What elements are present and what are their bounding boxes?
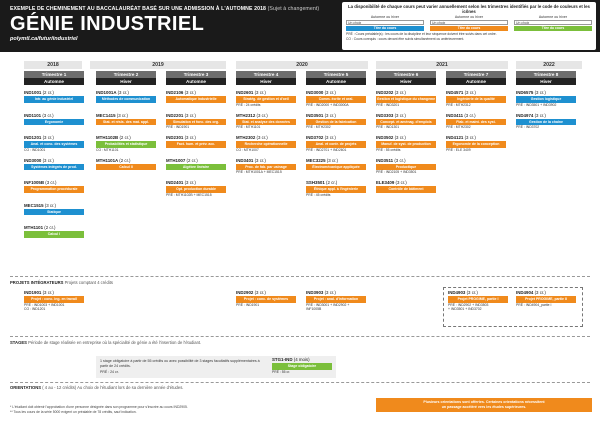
course-title: Fiab. et maint. des syst. [446, 119, 506, 126]
course-prereq: PRÉ : IND2000 + IND3000A [306, 102, 349, 107]
course-card[interactable] [24, 135, 84, 152]
course-prereq: PRÉ : MTH1102B + MEC1515 [166, 192, 212, 197]
legend-head: Automne ou hiver [370, 15, 400, 19]
course-code: IND1001A (3 cr.) [96, 90, 129, 95]
course-title: Gestion de la chaîne [516, 119, 576, 126]
course-code: IND6575 (3 cr.) [516, 90, 546, 95]
course-card[interactable] [166, 135, 226, 148]
stage-prereq: PRÉ : 24 cr. [100, 370, 119, 374]
trimester-3-season: Automne [166, 78, 226, 85]
course-title: Fact. hum. et prév. acc. [166, 141, 226, 148]
course-title: Algèbre linéaire [166, 164, 226, 171]
note-line-1: Plusieurs orientations sont offertes. Certaines orientations nécessitent [423, 400, 545, 404]
orientations-label-rest: ( 4 au - 12 crédits) Au choix de l'étudiant lors de sa dernière année d'études. [42, 385, 184, 390]
course-title: Gestion et logistique du changeme [376, 97, 436, 101]
course-title: Opt. production durable [166, 186, 226, 193]
projects-label: PROJETS INTÉGRATEURS Projets comptant 4 crédits [10, 280, 114, 285]
project-course[interactable] [306, 290, 366, 311]
footnote-1: * L'étudiant doit obtenir l'approbation d'une personne désignée dans son programme pour s'inscrire au cours IND2905. [10, 405, 188, 409]
course-prereq: PRÉ : ELE 3409 [446, 147, 471, 152]
course-code: MTH1102B (2 cr.) [96, 135, 131, 140]
legend-select: Un choix [514, 20, 592, 25]
course-prereq: PRÉ : 24 crédits [236, 102, 261, 107]
course-code: MTH2302 (3 cr.) [236, 135, 268, 140]
legend-select: Un choix [346, 20, 424, 25]
course-code: IND3202 (3 cr.) [376, 90, 406, 95]
course-code: MTH1101A (2 cr.) [96, 157, 131, 163]
course-card[interactable] [96, 113, 156, 126]
course-code: MEC1515 (3 cr.) [24, 202, 56, 208]
trimester-2-season: Hiver [96, 78, 156, 85]
course-title: Simulation et fonc. des org. [166, 119, 226, 126]
course-code: IND3511 (3 cr.) [376, 157, 406, 163]
course-card[interactable] [236, 113, 296, 130]
course-title: Projet : conc. de systèmes [236, 296, 296, 303]
course-card[interactable] [446, 90, 506, 107]
course-card[interactable] [516, 90, 576, 107]
course-code: IND2106 (3 cr.) [166, 90, 196, 95]
course-card[interactable] [306, 90, 366, 107]
course-code: IND1901 (3 cr.) [24, 290, 54, 295]
course-card[interactable] [376, 180, 436, 193]
page-subtitle: EXEMPLE DE CHEMINEMENT AU BACCALAURÉAT BASÉ SUR UNE ADMISSION À L'AUTOMNE 2018 (Sujet à changement) [10, 6, 320, 12]
legend-col-3 [514, 15, 592, 31]
trimester-4-season: Hiver [236, 78, 296, 85]
course-code: IND3903 (3 cr.) [306, 290, 336, 295]
course-title: Méthodes de communication [96, 96, 156, 103]
stage-description: 1 stage obligatoire à partir de 55 crédits ou avec possibilité de 3 stages facultatifs supplémentaires à partir de 24 crédits. [100, 359, 260, 368]
trimester-7-header: Trimestre 7 [446, 71, 506, 78]
page-title: GÉNIE INDUSTRIEL [10, 13, 205, 35]
course-card[interactable] [166, 113, 226, 130]
course-prereq: PRÉ : IND2902 + IND3503 + IND3501 + IND3702 [448, 302, 489, 311]
course-prereq: PRÉ : IND4904_partie I [516, 302, 552, 307]
course-prereq: PRÉ : 55 cr. [272, 369, 291, 374]
legend [342, 2, 596, 50]
course-prereq: PRÉ : IND3702 [516, 125, 540, 129]
course-title: Recherche opérationnelle [236, 141, 296, 148]
course-prereq: PRÉ : IND3201 [376, 102, 400, 107]
course-card[interactable] [306, 180, 366, 197]
course-title: Contrôle de bâtiment [376, 186, 436, 193]
course-title: Ergonomie [24, 119, 84, 126]
course-card[interactable] [96, 135, 156, 152]
course-prereq: CO : MTH1007 [236, 147, 259, 152]
trimester-6-season: Hiver [376, 78, 436, 85]
trimester-6-header: Trimestre 6 [376, 71, 436, 78]
course-code: MTH1101 (2 cr.) [24, 225, 56, 230]
course-title: Stat. et analyse des données [236, 119, 296, 126]
year-2018: 2018 [24, 61, 82, 69]
course-title: Projet PROGIME, partie II [516, 296, 576, 303]
course-prereq: PRÉ : 55 crédits [376, 147, 401, 152]
course-prereq: PRÉ : MTH2302 [446, 125, 471, 129]
year-2022: 2022 [516, 61, 582, 69]
orientations-label: ORIENTATIONS ( 4 au - 12 crédits) Au choix de l'étudiant lors de sa dernière année d'études. [10, 385, 184, 390]
course-card[interactable] [24, 113, 84, 126]
website-link[interactable]: polymtl.ca/futur/industriel [10, 36, 78, 42]
course-title: Programmation procédurale [24, 186, 84, 193]
course-code: STG1-IND (4 mois) [272, 357, 310, 362]
course-title: Calcul I [24, 231, 84, 238]
course-card[interactable] [236, 158, 296, 175]
course-title: Gestion de la fabrication [306, 119, 366, 126]
course-card[interactable] [306, 158, 366, 171]
course-title: Projet PROGIME, partie I [448, 296, 508, 303]
course-card[interactable] [236, 90, 296, 107]
course-card[interactable] [96, 90, 156, 103]
course-title: Productique [376, 164, 436, 171]
course-title: Probabilités et statistique [96, 141, 156, 148]
course-code: IND1201 (3 cr.) [24, 135, 54, 140]
course-code: IND2301 (3 cr.) [166, 135, 196, 140]
course-card[interactable] [376, 158, 436, 175]
trimester-1-header: Trimestre 1 [24, 71, 84, 78]
course-code: IND1001 (2 cr.) [24, 90, 54, 95]
project-course[interactable] [236, 290, 296, 307]
legend-note-co: CO : Cours corequis : cours devant être suivis simultanément ou antérieurement. [346, 37, 465, 41]
year-2021: 2021 [376, 61, 508, 69]
projects-label-rest: Projets comptant 4 crédits [64, 280, 114, 285]
course-code: ELE3409 (3 cr.) [376, 180, 407, 185]
course-code: IND3401 (3 cr.) [236, 157, 266, 163]
trimester-8-header: Trimestre 8 [516, 71, 576, 78]
course-title: Comm. écrite et oral. [306, 96, 366, 103]
course-card[interactable] [446, 113, 506, 130]
course-title: Calcul II [96, 164, 156, 171]
trimester-5-season: Automne [306, 78, 366, 85]
course-card[interactable] [24, 180, 84, 193]
note-line-2: un passage accéléré vers les études supérieures. [441, 404, 527, 409]
course-code: MEC3225 (3 cr.) [306, 157, 338, 163]
course-code: MEC1415 (3 cr.) [96, 112, 128, 118]
divider [10, 382, 590, 383]
trimester-4-header: Trimestre 4 [236, 71, 296, 78]
stages-label-rest: Période de stage réalisée en entreprise où la spécialité de génie a été l'insertion de l'étudiant. [28, 340, 202, 345]
year-2020: 2020 [236, 61, 368, 69]
course-code: IND3702 (3 cr.) [306, 135, 336, 140]
course-card[interactable] [166, 90, 226, 103]
course-title: Gestion logistique [516, 96, 576, 103]
legend-col-1 [346, 15, 424, 31]
course-prereq: CO : MTH1101 [96, 147, 119, 152]
course-title: Ergonomie de la conception [446, 141, 506, 148]
course-card[interactable] [306, 113, 366, 130]
course-code: IND2601 (3 cr.) [236, 90, 266, 95]
subtitle-tag: (Sujet à changement) [267, 6, 320, 12]
course-code: INF1005B (3 cr.) [24, 180, 57, 185]
trimester-5-header: Trimestre 5 [306, 71, 366, 78]
legend-col-2 [430, 15, 508, 31]
course-title: Projet : anal. d'information [306, 296, 366, 303]
course-prereq: CO : IND1001 [24, 147, 46, 152]
course-title: Éthique appl. à l'ingénierie [306, 186, 366, 193]
course-prereq: PRÉ : MTH1101 [236, 125, 261, 129]
course-card[interactable] [376, 135, 436, 152]
legend-bar-green: Titre du cours [514, 26, 592, 31]
course-code: MTH1007 (2 cr.) [166, 157, 198, 163]
trimester-7-season: Automne [446, 78, 506, 85]
legend-select: Un choix [430, 20, 508, 25]
course-card[interactable] [166, 180, 226, 197]
divider [10, 336, 590, 337]
course-code: IND3411 (3 cr.) [446, 112, 476, 118]
trimester-2-header: Trimestre 2 [96, 71, 156, 78]
course-title: Concept. et aménag. d'emplois [376, 119, 436, 126]
course-code: SSH3501 (2 cr.) [306, 180, 338, 185]
course-code: IND3000 (3 cr.) [24, 157, 54, 163]
course-title: Électromécanique appliquée [306, 164, 366, 171]
stage-box [96, 356, 336, 378]
course-card[interactable] [96, 158, 156, 171]
legend-bar-orange: Titre du cours [430, 26, 508, 31]
course-card[interactable] [24, 225, 84, 238]
course-card[interactable] [446, 135, 506, 152]
course-title: Intr. au génie industriel [24, 96, 84, 103]
course-title: Systèmes intégrés de prod. [24, 164, 84, 171]
course-title: Proc. de fab. par usinage [236, 164, 296, 171]
course-code: IND4121 (3 cr.) [446, 135, 476, 140]
year-2019: 2019 [90, 61, 226, 69]
footnote-2: ** Tous les cours de la série 5000 exigent un préalable de 78 crédits, sauf indication. [10, 409, 137, 414]
course-prereq: PRÉ : IND1301 [376, 125, 400, 129]
course-code: IND3501 (3 cr.) [306, 112, 336, 118]
course-code: IND4903 (3 cr.) [448, 290, 478, 295]
course-card[interactable] [376, 113, 436, 130]
header [0, 0, 600, 52]
course-prereq: PRÉ : 45 crédits [306, 192, 331, 197]
legend-bar-blue: Titre du cours [346, 26, 424, 31]
course-title: Stage obligatoire [272, 363, 332, 370]
course-code: IND1101 (3 cr.) [24, 112, 54, 118]
course-card[interactable] [24, 158, 84, 171]
legend-head: Automne ou hiver [454, 15, 484, 19]
course-prereq: PRÉ : IND3001 + IND2902 + INF1005B [306, 302, 350, 311]
course-title: Stat. et résis. des mat. appl. [96, 119, 156, 126]
course-title: Projet : conc. ing. en travail [24, 296, 84, 303]
course-prereq: PRÉ : IND2105 + IND3501 [376, 170, 417, 174]
orientation-note [376, 398, 592, 412]
legend-head: Automne ou hiver [538, 15, 568, 19]
course-code: IND2201 (3 cr.) [166, 112, 196, 118]
course-code: MTH2312 (3 cr.) [236, 112, 268, 118]
trimester-1-season: Automne [24, 78, 84, 85]
course-code: IND3502 (3 cr.) [376, 135, 406, 140]
course-card[interactable] [166, 158, 226, 171]
course-code: IND3303 (3 cr.) [376, 112, 406, 118]
course-code: IND2902 (3 cr.) [236, 290, 266, 295]
course-code: IND2401 (3 cr.) [166, 180, 196, 185]
stages-label: STAGES Période de stage réalisée en entreprise où la spécialité de génie a été l'insertion de l'étudiant. [10, 340, 202, 345]
course-code: IND4571 (3 cr.) [446, 90, 476, 95]
stage-course[interactable] [272, 357, 332, 374]
project-course[interactable] [448, 290, 508, 311]
course-prereq: PRÉ : IND1003 + IND1001 CO : IND1201 [24, 302, 65, 311]
legend-note-pre: PRÉ : Cours préalable(s) : les cours de la discipline et leur séquence doivent être suivis dans cet ordre. [346, 32, 497, 36]
course-prereq: PRÉ : IND3501 + IND3902 [516, 102, 557, 107]
course-code: IND3000 (3 cr.) [306, 90, 336, 95]
course-code: IND4974 (3 cr.) [516, 112, 546, 118]
course-card[interactable] [306, 135, 366, 152]
course-title: Ingénierie de la qualité [446, 96, 506, 103]
course-card[interactable] [24, 203, 84, 216]
course-card[interactable] [236, 135, 296, 152]
course-prereq: PRÉ : IND2701 + IND2601 [306, 147, 347, 152]
project-course[interactable] [516, 290, 576, 307]
trimester-3-header: Trimestre 3 [166, 71, 226, 78]
course-title: Automatique industrielle [166, 96, 226, 103]
course-prereq: PRÉ : MTH2312 [446, 102, 471, 107]
course-card[interactable] [24, 90, 84, 103]
course-prereq: PRÉ : IND1901 [236, 302, 260, 307]
course-title: Anal. et conc. des systèmes [24, 141, 84, 148]
trimester-8-season: Hiver [516, 78, 576, 85]
course-code: IND4904 (3 cr.) [516, 290, 546, 295]
course-prereq: PRÉ : MTH2302 [306, 125, 331, 129]
course-prereq: PRÉ : MTH1001A + MEC1515 [236, 170, 282, 174]
divider [10, 276, 590, 277]
course-card[interactable] [376, 90, 436, 107]
course-title: Manuf. de syst. de production [376, 141, 436, 148]
course-title: Statique [24, 209, 84, 216]
course-card[interactable] [516, 113, 576, 130]
legend-title: La disponibilité de chaque cours peut varier annuellement selon les trimestres identifiés par le code de couleurs et les icônes [348, 4, 590, 14]
project-course[interactable] [24, 290, 84, 311]
course-title: Stratég. de gestion et d'oeil [236, 96, 296, 103]
course-title: Anal. et contr. de projets [306, 141, 366, 148]
course-prereq: PRÉ : IND1901 [166, 125, 190, 129]
footnotes [10, 405, 370, 414]
